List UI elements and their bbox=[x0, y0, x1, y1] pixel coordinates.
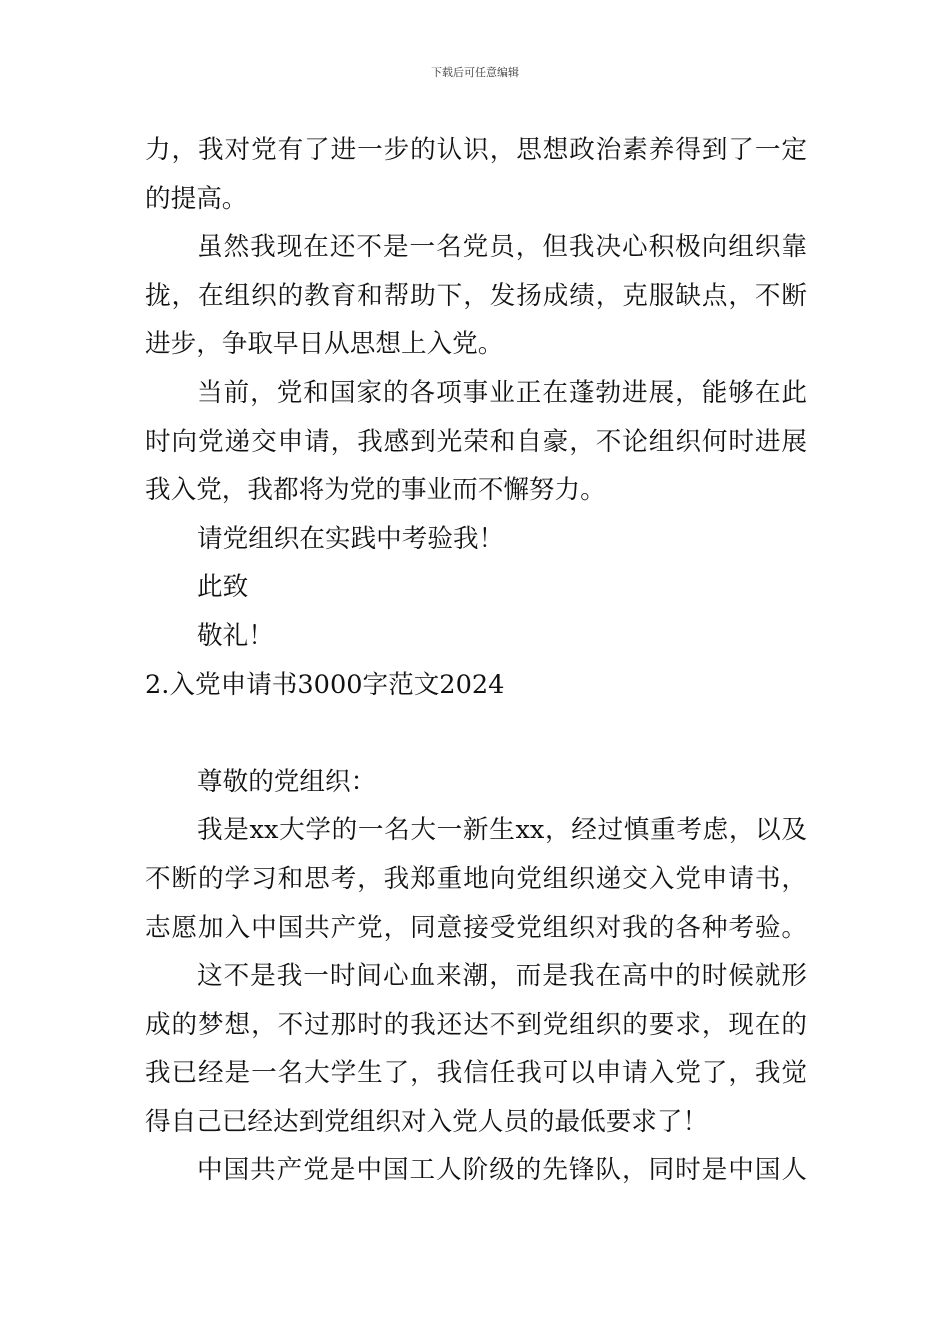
text-line: 当前，党和国家的各项事业正在蓬勃进展，能够在此 bbox=[197, 377, 807, 408]
text-line: 请党组织在实践中考验我！ bbox=[197, 523, 505, 554]
text-line: 的提高。 bbox=[145, 183, 248, 214]
text-line: 这不是我一时间心血来潮，而是我在高中的时候就形 bbox=[197, 961, 807, 992]
salutation: 尊敬的党组织： bbox=[197, 766, 377, 797]
text-line: 时向党递交申请，我感到光荣和自豪，不论组织何时进展 bbox=[145, 426, 807, 457]
text-line: 不断的学习和思考，我郑重地向党组织递交入党申请书， bbox=[145, 863, 807, 894]
closing-line: 此致 bbox=[197, 572, 249, 603]
section-heading: 2.入党申请书3000字范文2024 bbox=[145, 669, 505, 700]
page-header: 下载后可任意编辑 bbox=[431, 66, 519, 79]
blank-line bbox=[145, 709, 807, 758]
text-line: 虽然我现在还不是一名党员，但我决心积极向组织靠 bbox=[197, 232, 807, 263]
text-line: 力，我对党有了进一步的认识，思想政治素养得到了一定 bbox=[145, 135, 807, 165]
document-body bbox=[145, 126, 807, 1195]
text-line: 我入党，我都将为党的事业而不懈努力。 bbox=[145, 475, 606, 506]
closing-line: 敬礼！ bbox=[197, 620, 274, 651]
text-line: 我是xx大学的一名大一新生xx，经过慎重考虑，以及 bbox=[197, 815, 807, 846]
text-line: 中国共产党是中国工人阶级的先锋队，同时是中国人 bbox=[197, 1155, 807, 1186]
text-line: 成的梦想，不过那时的我还达不到党组织的要求，现在的 bbox=[145, 1009, 807, 1040]
text-line: 志愿加入中国共产党，同意接受党组织对我的各种考验。 bbox=[145, 912, 807, 943]
text-line: 拢，在组织的教育和帮助下，发扬成绩，克服缺点，不断 bbox=[145, 280, 807, 311]
text-line: 得自己已经达到党组织对入党人员的最低要求了！ bbox=[145, 1106, 709, 1137]
text-line: 进步，争取早日从思想上入党。 bbox=[145, 329, 504, 360]
text-line: 我已经是一名大学生了，我信任我可以申请入党了，我觉 bbox=[145, 1058, 807, 1089]
